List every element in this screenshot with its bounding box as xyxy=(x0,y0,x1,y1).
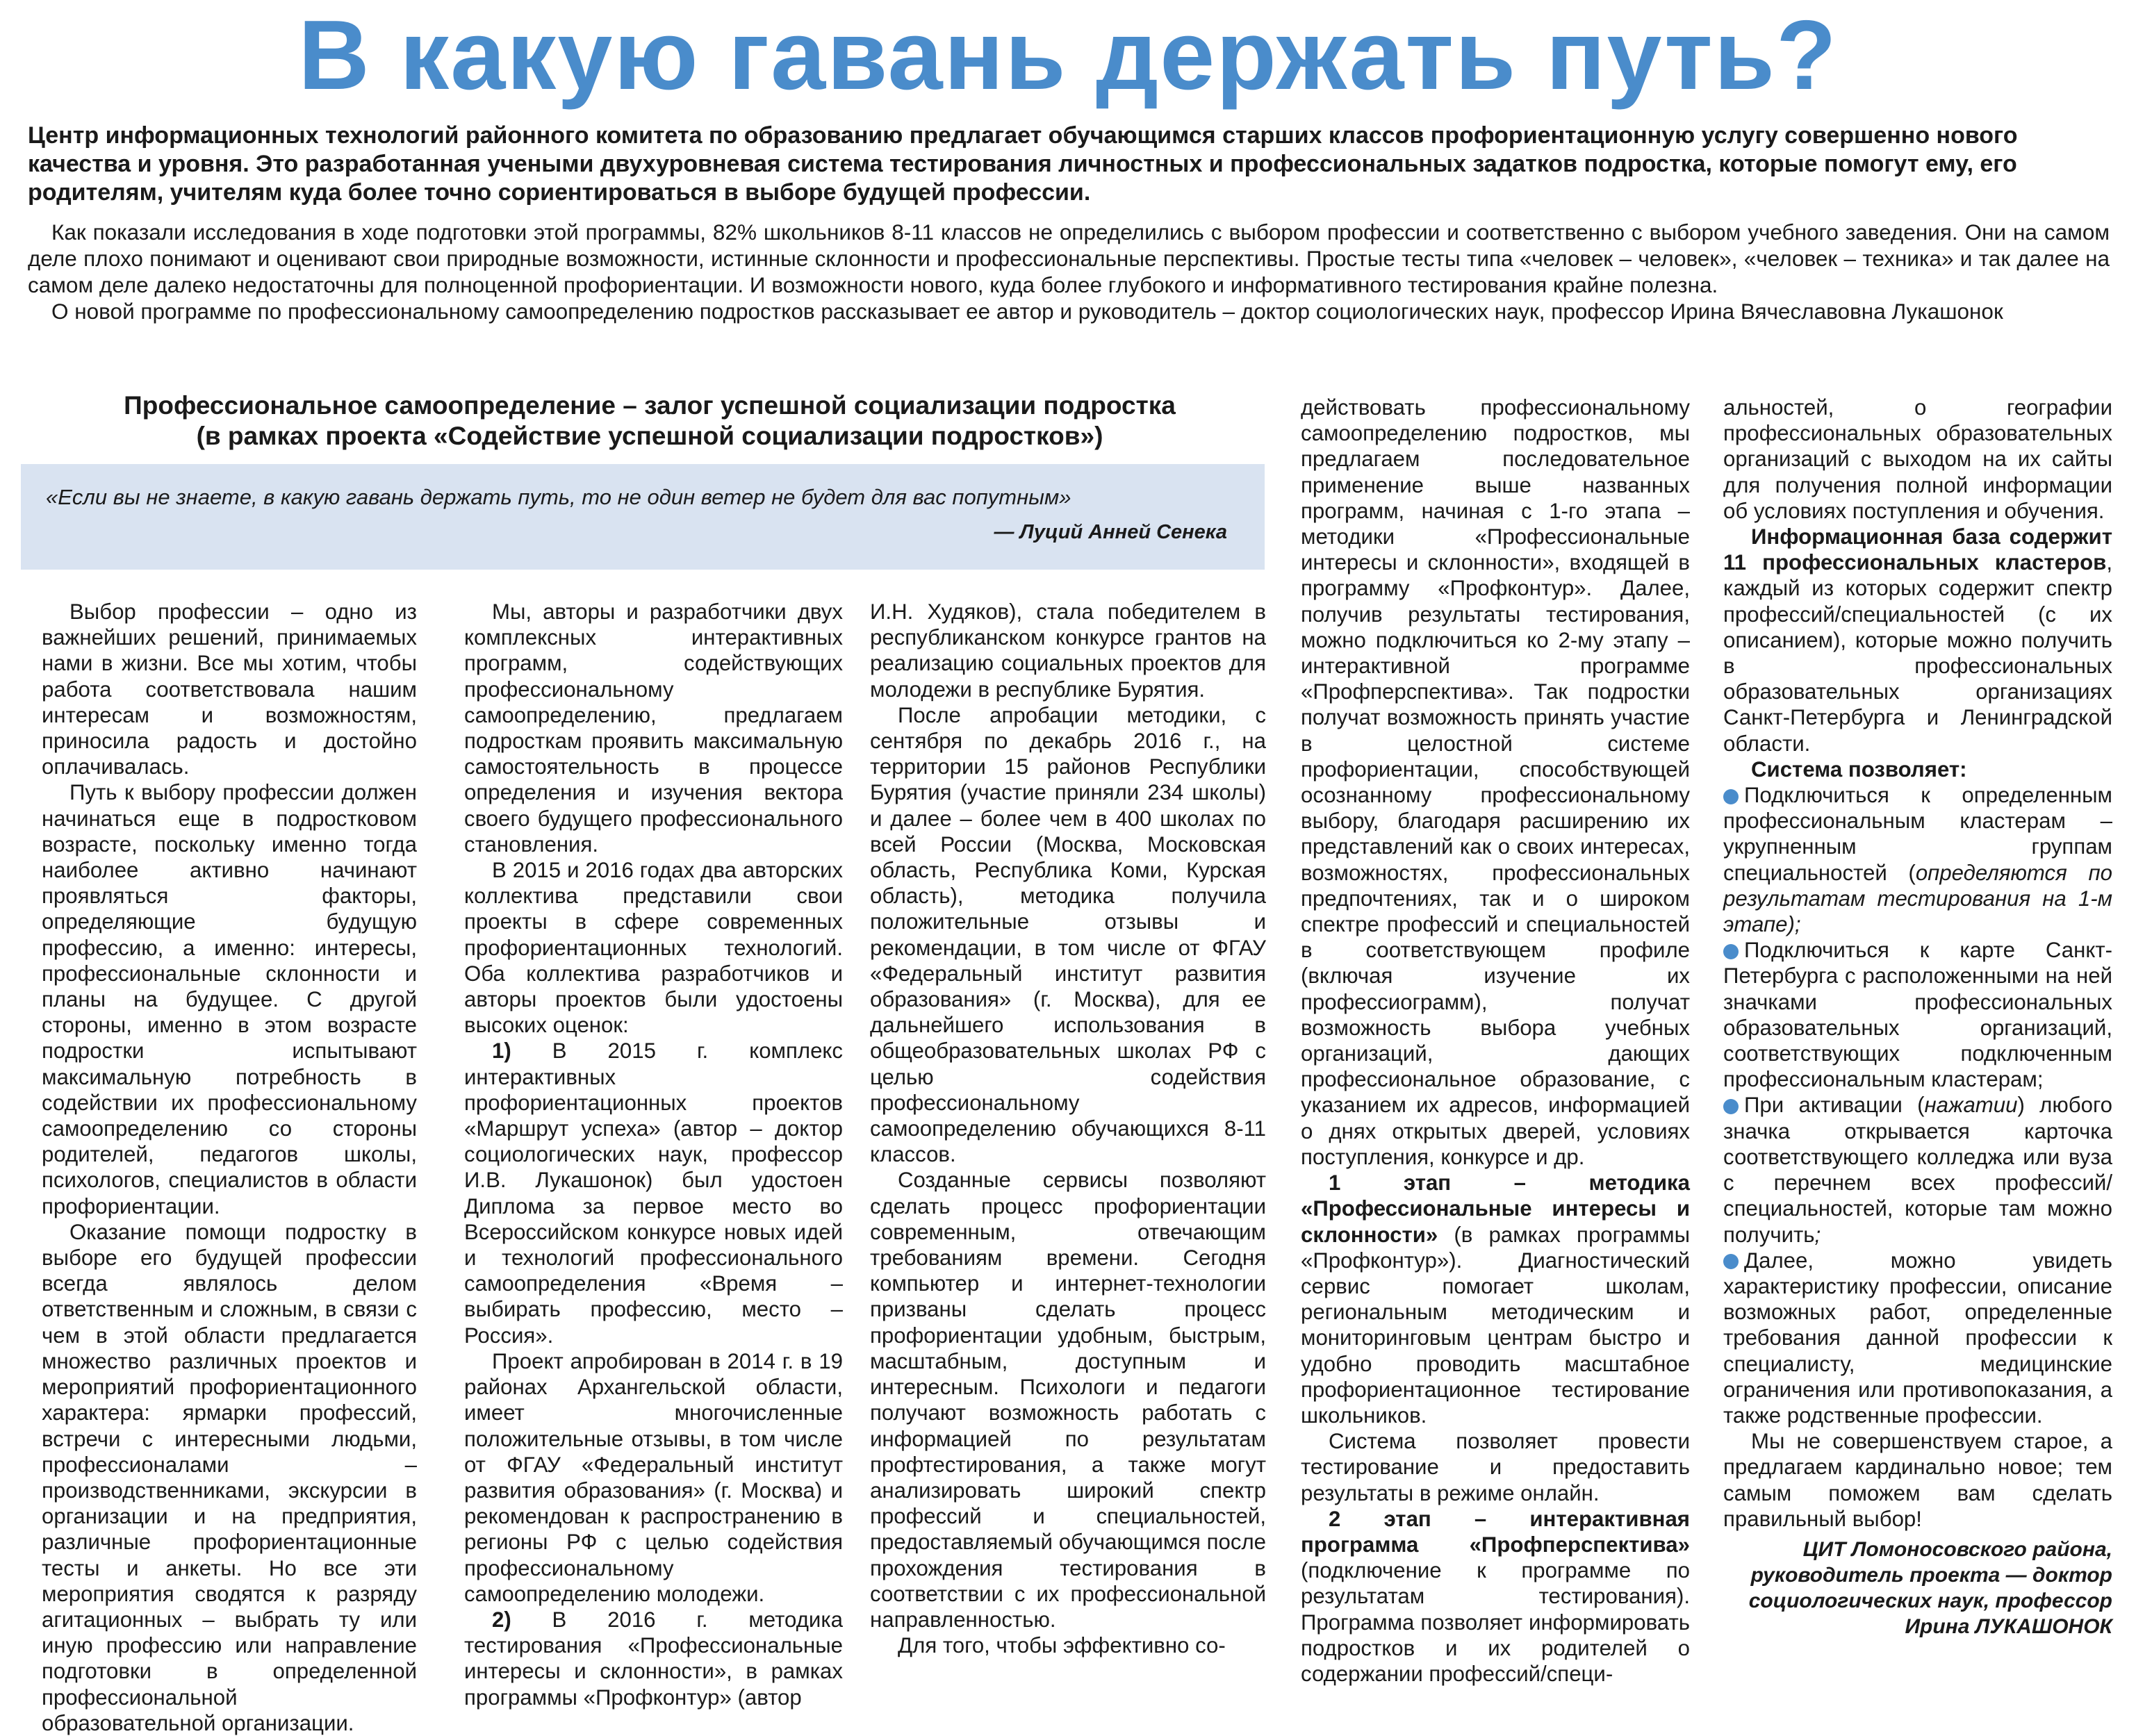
bullet-icon xyxy=(1723,789,1739,804)
list-item-text: Далее, можно увидеть характеристику профессии, описание возможных работ, определенные требования данной профессии к специалисту, медицинские ограничения или противопоказания, а также родственные профессии. xyxy=(1723,1248,2112,1428)
author-signature xyxy=(1723,1537,2112,1639)
paragraph-text: , каждый из которых содержит спектр профессий/специальностей (с их описанием), которые можно получить в профессиональных образовательных организациях Санкт-Петербурга и Ленинградской области. xyxy=(1723,550,2112,756)
paragraph: Проект апробирован в 2014 г. в 19 районах Архангельской области, имеет многочисленные положительные отзывы, в том числе от ФГАУ «Федеральный институт развития образования» (г. Москва) и рекомендован к распространению в регионы РФ с целью содействия профессиональному самоопределению молодежи. xyxy=(464,1348,843,1606)
section-heading: Профессиональное самоопределение – залог успешной социализации подростка xyxy=(124,391,1176,420)
list-item xyxy=(1723,1248,2112,1428)
paragraph: И.Н. Худяков), стала победителем в республиканском конкурсе грантов на реализацию социальных проектов для молодежи в республике Бурятия. xyxy=(870,600,1266,702)
list-item-italic: определяются по результатам тестирования на 1-м этапе); xyxy=(1723,860,2112,937)
signature-line: руководитель проекта — доктор xyxy=(1750,1564,2112,1587)
paragraph: Путь к выбору профессии должен начинаться еще в подростковом возрасте, поскольку именно тогда наиболее активно начинают проявляться факторы, определяющие будущую профессию, а именно: интересы, профессиональные склонности и планы на будущее. С другой стороны, именно в этом возрасте подростки испытывают максимальную потребность в содействии их профессиональному самоопределению со стороны родителей, педагогов школы, психологов, специалистов в области профориентации. xyxy=(42,780,417,1218)
signature-line: социологических наук, профессор xyxy=(1748,1589,2112,1612)
paragraph: Система позволяет провести тестирование и предоставить результаты в режиме онлайн. xyxy=(1301,1429,1690,1505)
intro-paragraph: О новой программе по профессиональному самоопределению подростков рассказывает ее автор и руководитель – доктор социологических наук, профессор Ирина Вячеславовна Лукашонок xyxy=(51,299,2003,324)
lead-paragraph: Центр информационных технологий районного комитета по образованию предлагает обучающимся старших классов профориентационную услугу совершенно нового качества и уровня. Это разработанная учеными двухуровневая система тестирования личностных и профессиональных задатков подростка, которые помогут ему, его родителям, учителям куда более точно сориентироваться в выборе будущей профессии. xyxy=(28,122,2018,206)
paragraph: Мы не совершенствуем старое, а предлагаем кардинально новое; тем самым поможем вам сделать правильный выбор! xyxy=(1723,1429,2112,1531)
list-item-text: При активации ( xyxy=(1744,1093,1925,1118)
paragraph-text: В 2015 г. комплекс интерактивных профориентационных проектов «Маршрут успеха» (автор – доктор социологических наук, профессор И.В. Лукашонок) был удостоен Диплома за первое место во Всероссийском конкурсе новых идей и технологий профессионального самоопределения «Время – выбирать профессию, место – Россия». xyxy=(464,1039,843,1348)
signature-line: ЦИТ Ломоносовского района, xyxy=(1802,1538,2112,1561)
paragraph xyxy=(464,1038,843,1348)
paragraph xyxy=(1301,1170,1690,1428)
paragraph: Оказание помощи подростку в выборе его будущей профессии всегда являлось делом ответственным и сложным, в связи с чем в этой области предлагается множество различных проектов и мероприятий профориентационного характера: ярмарки профессий, встречи с интересными людьми, профессионалами – производственниками, экскурсии в организации и на предприятия, различные профориентационные тесты и анкеты. Но все эти мероприятия сводятся к разряду агитационных – выбрать ту или иную профессию или направление подготовки в определенной профессиональной образовательной организации. xyxy=(42,1219,417,1735)
bullet-icon xyxy=(1723,1254,1739,1269)
intro-paragraph: Как показали исследования в ходе подготовки этой программы, 82% школьников 8-11 классов не определились с выбором профессии и соответственно с выбором учебного заведения. Они на самом деле плохо понимают и оценивают свои природные возможности, истинные склонности и профессиональные перспективы. Простые тесты типа «человек – человек», «человек – техника» и так далее на самом деле далеко недостаточны для полноценной профориентации. И возможности нового, куда более глубокого и информативного тестирования крайне полезна. xyxy=(28,220,2110,297)
headline: В какую гавань держать путь? xyxy=(298,0,1838,110)
column-4 xyxy=(1301,395,1690,1687)
paragraph xyxy=(1301,1506,1690,1687)
bullet-icon xyxy=(1723,1099,1739,1114)
column-1 xyxy=(42,599,417,1736)
paragraph: После апробации методики, с сентября по декабрь 2016 г., на территории 15 районов Республики Бурятия (участие приняли 234 школы) и далее – более чем в 400 школах по всей России (Москва, Московская область, Республика Коми, Курская область), методика получила положительные отзывы и рекомендации, в том числе от ФГАУ «Федеральный институт развития образования» (г. Москва), для ее дальнейшего использования в общеобразовательных школах РФ с целью содействия профессиональному самоопределению обучающихся 8-11 классов. xyxy=(870,702,1266,1167)
paragraph: действовать профессиональному самоопределению подростков, мы предлагаем последовательное применение выше названных программ, начиная с 1-го этапа – методики «Профессиональные интересы и склонности», входящей в программу «Профконтур». Далее, получив результаты тестирования, можно подключиться ко 2-му этапу – интерактивной программе «Профперспектива». Так подростки получат возможность принять участие в целостной системе профориентации, способствующей осознанному профессиональному выбору, благодаря расширению их представлений как о своих интересах, возможностях, профессиональных предпочтениях, так и о широком спектре профессий и специальностей в соответствующем профиле (включая изучение их профессиограмм), получат возможность выбора учебных организаций, дающих профессиональное образование, с указанием их адресов, информацией о днях открытых дверей, условиях поступления, конкурсе и др. xyxy=(1301,395,1690,1169)
list-number: 1) xyxy=(492,1039,511,1064)
section-title xyxy=(21,390,1279,452)
paragraph: В 2015 и 2016 годах два авторских коллектива представили свои проекты в сфере современных профориентационных технологий. Оба коллектива разработчиков и авторы проектов были удостоены высоких оценок: xyxy=(464,858,843,1038)
paragraph: Выбор профессии – одно из важнейших решений, принимаемых нами в жизни. Все мы хотим, чтобы работа соответствовала нашим интересам и возможностям, приносила радость и достойно оплачивалась. xyxy=(42,600,417,779)
paragraph-text: В 2016 г. методика тестирования «Профессиональные интересы и склонности», в рамках программы «Профконтур» (автор xyxy=(464,1607,843,1710)
epigraph-author: — Луций Анней Сенека xyxy=(994,521,1227,543)
paragraph xyxy=(464,1607,843,1710)
column-2 xyxy=(464,599,843,1710)
list-item-italic: нажатии xyxy=(1924,1093,2018,1118)
paragraph: Мы, авторы и разработчики двух комплексных интерактивных программ, содействующих профессиональному самоопределению, предлагаем подросткам проявить максимальную самостоятельность в процессе определения и изучения вектора своего будущего профессионального становления. xyxy=(464,600,843,857)
stage-2-title: 2 этап – интерактивная программа «Профперспектива» xyxy=(1301,1506,1690,1557)
stage-1-title: 1 этап – методика «Профессиональные интересы и склонности» xyxy=(1301,1171,1690,1247)
bullet-icon xyxy=(1723,944,1739,959)
intro xyxy=(28,219,2110,324)
list-item-text: Подключиться к определенным профессиональным кластерам – укрупненным группам специальностей ( xyxy=(1723,783,2112,885)
system-title: Система позволяет: xyxy=(1751,757,1967,782)
paragraph-text: (подключение к программе по результатам тестирования). Программа позволяет информировать подростков и их родителей о содержании профессий/специ- xyxy=(1301,1558,1690,1686)
list-item xyxy=(1723,937,2112,1092)
column-5 xyxy=(1723,395,2112,1532)
paragraph: альностей, о географии профессиональных образовательных организаций с выходом на их сайты для получения полной информации об условиях поступления и обучения. xyxy=(1723,395,2112,523)
paragraph: Созданные сервисы позволяют сделать процесс профориентации современным, отвечающим требованиям времени. Сегодня компьютер и интернет-технологии призваны сделать процесс профориентации удобным, быстрым, масштабным, доступным и интересным. Психологи и педагоги получают возможность работать с информацией по результатам профтестирования, а также могут анализировать широкий спектр профессий и специальностей, предоставляемый обучающимся после прохождения тестирования в соответствии с их профессиональной направленностью. xyxy=(870,1168,1266,1632)
signature-line: Ирина ЛУКАШОНОК xyxy=(1905,1615,2112,1638)
section-subheading: (в рамках проекта «Содействие успешной социализации подростков») xyxy=(196,422,1103,450)
list-item-text: Подключиться к карте Санкт-Петербурга с расположенными на ней значками профессиональных образовательных организаций, соответствующих подключенным профессиональным кластерам; xyxy=(1723,938,2112,1092)
column-3 xyxy=(870,599,1266,1658)
infobase-title: Информационная база содержит 11 профессиональных кластеров xyxy=(1723,524,2112,575)
paragraph: Для того, чтобы эффективно со- xyxy=(898,1633,1226,1658)
list-item xyxy=(1723,1092,2112,1247)
list-item xyxy=(1723,782,2112,937)
paragraph xyxy=(1723,524,2112,757)
list-number: 2) xyxy=(492,1607,511,1632)
epigraph-text: «Если вы не знаете, в какую гавань держать путь, то не один ветер не будет для вас попутным» xyxy=(46,485,1071,509)
list-item-italic: ; xyxy=(1814,1222,1821,1247)
paragraph-text: (в рамках программы «Профконтур»). Диагностический сервис помогает школам, региональным методическим и мониторинговым центрам быстро и удобно проводить масштабное профориентационное тестирование школьников. xyxy=(1301,1222,1690,1428)
epigraph-box xyxy=(21,464,1265,570)
list-item-text: ) любого значка открывается карточка соответствующего колледжа или вуза с перечнем всех профессий/специальностей, которые там можно получить xyxy=(1723,1093,2112,1247)
